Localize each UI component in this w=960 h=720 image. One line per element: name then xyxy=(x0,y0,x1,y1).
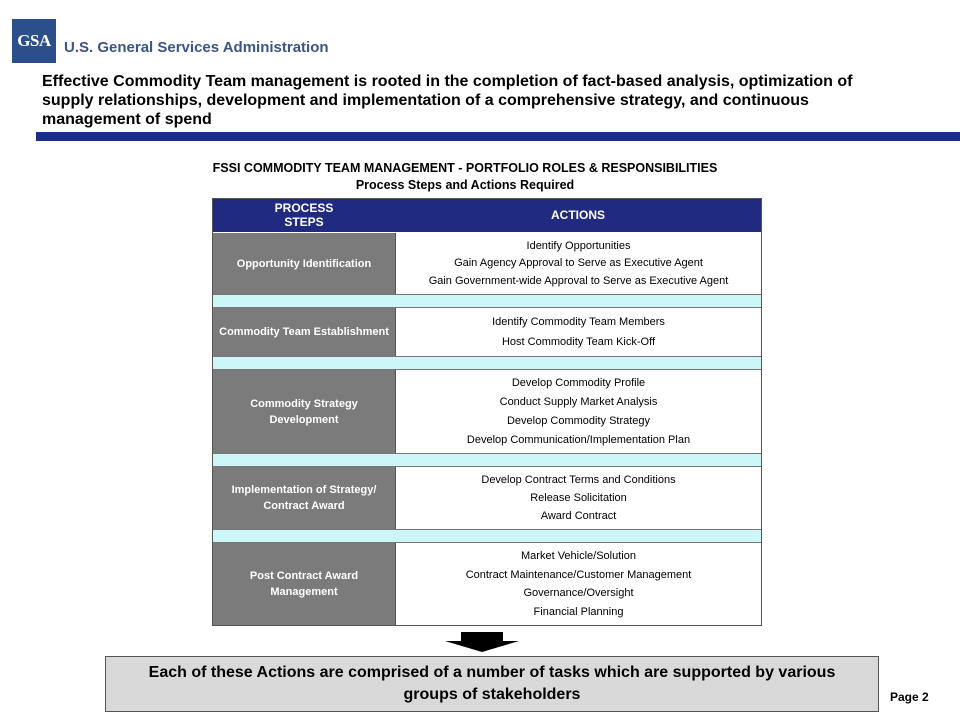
process-step: Implementation of Strategy/ Contract Award xyxy=(213,467,395,529)
action-item: Identify Commodity Team Members xyxy=(492,316,665,328)
roles-table xyxy=(212,198,762,626)
table-row xyxy=(213,233,761,294)
action-item: Governance/Oversight xyxy=(523,587,634,600)
table-row xyxy=(213,308,761,356)
action-item: Develop Communication/Implementation Plan xyxy=(466,433,691,446)
action-item: Financial Planning xyxy=(533,605,624,618)
process-step: Commodity Strategy Development xyxy=(213,370,395,453)
row-spacer xyxy=(213,529,761,543)
action-item: Release Solicitation xyxy=(530,492,627,504)
row-spacer xyxy=(213,294,761,308)
table-header xyxy=(213,199,761,232)
action-item: Identify Opportunities xyxy=(526,239,631,252)
slide-headline: Effective Commodity Team management is rooted in the completion of fact-based analysis, optimization of supply relationships, development and implementation of a comprehensive strategy, and continuous management of spend xyxy=(42,73,853,128)
action-list xyxy=(395,233,761,294)
header-rule-gap xyxy=(0,132,36,141)
table-row xyxy=(213,370,761,453)
row-spacer xyxy=(213,356,761,370)
action-item: Host Commodity Team Kick-Off xyxy=(501,336,656,348)
gsa-logo xyxy=(12,18,329,64)
action-item: Develop Contract Terms and Conditions xyxy=(481,474,676,486)
chart-subtitle: Process Steps and Actions Required xyxy=(355,178,575,192)
row-spacer xyxy=(213,453,761,467)
table-row xyxy=(213,467,761,529)
action-list xyxy=(395,543,761,625)
action-list xyxy=(395,308,761,356)
header-process-steps: PROCESS STEPS xyxy=(274,201,334,229)
action-item: Conduct Supply Market Analysis xyxy=(499,396,658,409)
process-step: Opportunity Identification xyxy=(213,233,395,294)
gsa-logo-mark: GSA xyxy=(12,19,56,63)
down-arrow-icon xyxy=(445,632,519,652)
page-number: Page 2 xyxy=(890,690,929,704)
table-row xyxy=(213,543,761,625)
chart-title: FSSI COMMODITY TEAM MANAGEMENT - PORTFOLIO ROLES & RESPONSIBILITIES xyxy=(212,161,718,175)
action-item: Market Vehicle/Solution xyxy=(521,550,636,563)
summary-callout: Each of these Actions are comprised of a number of tasks which are supported by various groups of stakeholders xyxy=(105,656,879,712)
action-list xyxy=(395,370,761,453)
action-list xyxy=(395,467,761,529)
header-rule xyxy=(0,132,960,141)
action-item: Develop Commodity Profile xyxy=(511,377,646,390)
action-item: Gain Agency Approval to Serve as Executive Agent xyxy=(454,257,703,270)
agency-name: U.S. General Services Administration xyxy=(64,38,329,56)
process-step: Commodity Team Establishment xyxy=(213,308,395,356)
header-actions: ACTIONS xyxy=(551,208,605,222)
action-item: Gain Government-wide Approval to Serve as Executive Agent xyxy=(428,275,729,288)
action-item: Award Contract xyxy=(540,510,617,522)
action-item: Contract Maintenance/Customer Management xyxy=(465,568,692,581)
process-step: Post Contract Award Management xyxy=(213,543,395,625)
action-item: Develop Commodity Strategy xyxy=(506,414,651,427)
chart-title-block xyxy=(0,160,930,194)
